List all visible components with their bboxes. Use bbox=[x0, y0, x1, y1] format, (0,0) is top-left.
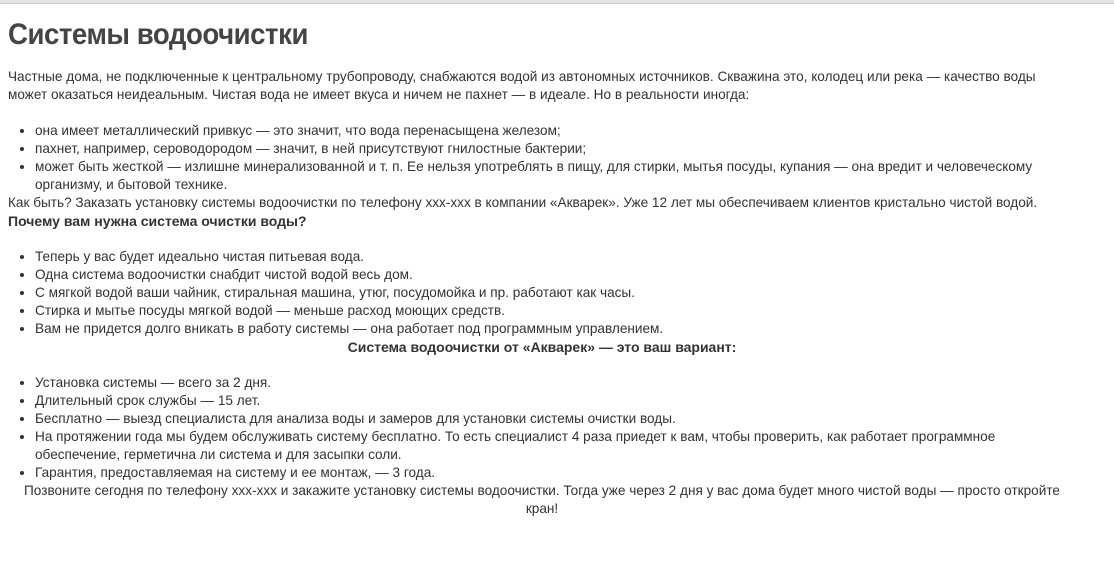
list-item: • пахнет, например, сероводородом — значит, в ней присутствуют гнилостные бактерии; bbox=[35, 140, 1076, 158]
list-item: • На протяжении года мы будем обслуживать систему бесплатно. То есть специалист 4 раза приедет к вам, чтобы проверить, как работает программное обеспечение, герметична ли система и для засыпки соли. bbox=[35, 428, 1076, 464]
list-item: • Одна система водоочистки снабдит чистой водой весь дом. bbox=[35, 266, 1076, 284]
list-item: • может быть жесткой — излишне минерализованной и т. п. Ее нельзя употреблять в пищу, для стирки, мытья посуды, купания — она вредит и человеческому организму, и бытовой технике. bbox=[35, 158, 1076, 194]
why-heading: Почему вам нужна система очистки воды? bbox=[8, 213, 307, 229]
list-item: • Стирка и мытье посуды мягкой водой — меньше расход моющих средств. bbox=[35, 302, 1076, 320]
intro-paragraph: Частные дома, не подключенные к центральному трубопроводу, снабжаются водой из автономных источников. Скважина это, колодец или река — качество воды может оказаться неидеальным. Чистая вода не имеет вкуса и ничем не пахнет — в идеале. Но в реальности иногда: bbox=[8, 69, 1036, 102]
offer-list bbox=[8, 374, 1076, 482]
call-to-action-paragraph: Как быть? Заказать установку системы водоочистки по телефону xxx-xxx в компании «Акварек». Уже 12 лет мы обеспечиваем клиентов кристально чистой водой. bbox=[8, 195, 1038, 210]
offer-heading: Система водоочистки от «Акварек» — это ваш вариант: bbox=[347, 339, 737, 355]
list-item: • Установка системы — всего за 2 дня. bbox=[35, 374, 1076, 392]
page-title: Системы водоочистки bbox=[8, 18, 308, 51]
benefits-list bbox=[8, 248, 1076, 338]
list-item: • Бесплатно — выезд специалиста для анализа воды и замеров для установки системы очистки воды. bbox=[35, 410, 1076, 428]
list-item: • С мягкой водой ваши чайник, стиральная машина, утюг, посудомойка и пр. работают как часы. bbox=[35, 284, 1076, 302]
list-item: • Вам не придется долго вникать в работу системы — она работает под программным управлением. bbox=[35, 320, 1076, 338]
list-item: • она имеет металлический привкус — это значит, что вода перенасыщена железом; bbox=[35, 122, 1076, 140]
problems-list bbox=[8, 122, 1076, 194]
list-item: • Гарантия, предоставляемая на систему и ее монтаж, — 3 года. bbox=[35, 464, 1076, 482]
closing-paragraph: Позвоните сегодня по телефону xxx-xxx и закажите установку системы водоочистки. Тогда уже через 2 дня у вас дома будет много чистой воды — просто откройте кран! bbox=[24, 483, 1060, 516]
top-border bbox=[0, 0, 1114, 4]
list-item: • Длительный срок службы — 15 лет. bbox=[35, 392, 1076, 410]
list-item: • Теперь у вас будет идеально чистая питьевая вода. bbox=[35, 248, 1076, 266]
article-body bbox=[8, 68, 1076, 518]
